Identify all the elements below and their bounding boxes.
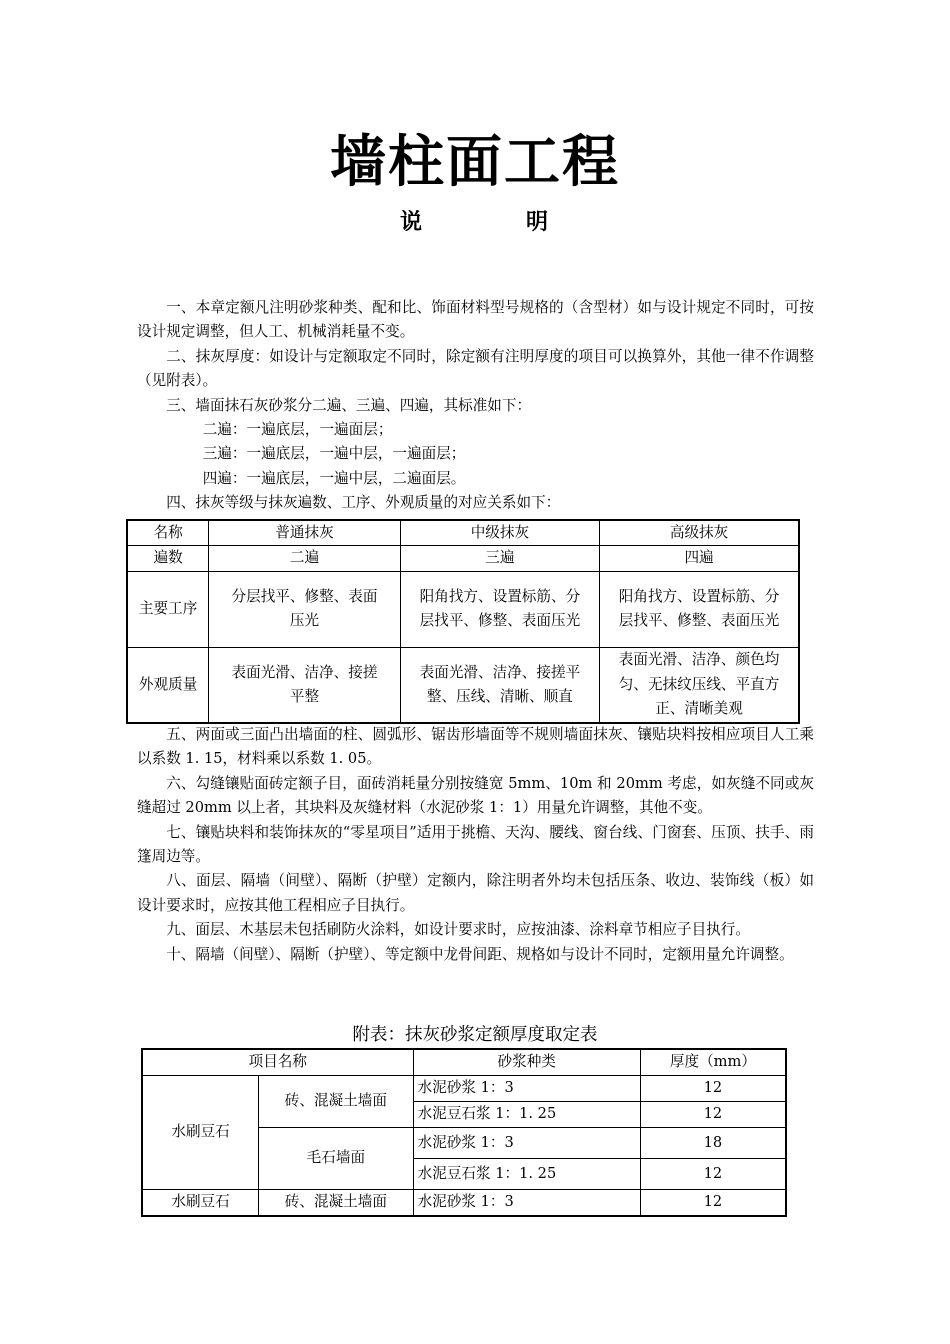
table-cell: 主要工序 <box>127 571 209 647</box>
table-cell: 水泥豆石浆 1：1. 25 <box>413 1159 640 1190</box>
appendix-table <box>141 1048 787 1217</box>
table-cell: 二遍 <box>209 546 400 571</box>
table-cell: 水泥砂浆 1：3 <box>413 1190 640 1217</box>
table-cell: 三遍 <box>400 546 599 571</box>
paragraph-3-item-1: 二遍：一遍底层，一遍面层； <box>202 421 393 439</box>
table-cell: 分层找平、修整、表面压光 <box>209 571 400 647</box>
subtitle-char-2: 明 <box>526 210 549 235</box>
paragraph-3: 三、墙面抹石灰砂浆分二遍、三遍、四遍，其标准如下： <box>166 396 532 414</box>
paragraph-1: 一、本章定额凡注明砂浆种类、配和比、饰面材料型号规格的（含型材）如与设计规定不同时，可按设计规定调整，但人工、机械消耗量不变。 <box>137 299 814 341</box>
paragraph-3-item-3: 四遍：一遍底层，一遍中层，二遍面层。 <box>202 469 466 487</box>
grade-table <box>126 519 800 724</box>
header-cell: 普通抹灰 <box>209 520 400 546</box>
table-cell: 表面光滑、洁净、接搓平整 <box>209 647 400 723</box>
paragraph-8: 八、面层、隔墙（间壁）、隔断（护壁）定额内，除注明者外均未包括压条、收边、装饰线（板）如设计要求时，应按其他工程相应子目执行。 <box>137 872 814 914</box>
table-row <box>127 647 799 723</box>
table-cell: 水泥豆石浆 1：1. 25 <box>413 1102 640 1128</box>
header-cell: 名称 <box>127 520 209 546</box>
table-cell: 遍数 <box>127 546 209 571</box>
page-title: 墙柱面工程 <box>330 130 620 195</box>
bottom-paragraphs <box>137 723 814 967</box>
paragraph-3-item-2: 三遍：一遍底层，一遍中层，一遍面层； <box>202 445 466 463</box>
paragraph-6: 六、勾缝镶贴面砖定额子目，面砖消耗量分别按缝宽 5mm、10m 和 20mm 考虑，如灰缝不同或灰缝超过 20mm 以上者，其块料及灰缝材料（水泥砂浆 1：1）用量允许调整，其他不变。 <box>137 774 814 817</box>
paragraph-4: 四、抹灰等级与抹灰遍数、工序、外观质量的对应关系如下： <box>166 494 561 512</box>
table-cell: 12 <box>640 1102 786 1128</box>
paragraph-9: 九、面层、木基层未包括刷防火涂料，如设计要求时，应按油漆、涂料章节相应子目执行。 <box>166 921 750 939</box>
table-row <box>127 546 799 571</box>
table-cell: 四遍 <box>600 546 799 571</box>
table-cell: 水刷豆石 <box>142 1190 259 1217</box>
header-cell: 高级抹灰 <box>600 520 799 546</box>
table-cell: 12 <box>640 1190 786 1217</box>
table-row <box>127 520 799 546</box>
header-cell: 厚度（mm） <box>640 1049 786 1076</box>
table-cell: 18 <box>640 1128 786 1159</box>
header-cell: 砂浆种类 <box>413 1049 640 1076</box>
paragraph-2: 二、抹灰厚度：如设计与定额取定不同时，除定额有注明厚度的项目可以换算外，其他一律不作调整（见附表）。 <box>137 347 814 390</box>
table-cell: 水泥砂浆 1：3 <box>413 1076 640 1102</box>
top-paragraphs <box>137 296 814 516</box>
header-cell: 中级抹灰 <box>400 520 599 546</box>
table-row <box>142 1049 786 1076</box>
table-cell: 砖、混凝土墙面 <box>259 1076 414 1128</box>
table-row <box>142 1076 786 1102</box>
table-cell: 12 <box>640 1159 786 1190</box>
table-cell: 水刷豆石 <box>142 1076 259 1190</box>
table-cell: 阳角找方、设置标筋、分层找平、修整、表面压光 <box>600 571 799 647</box>
table-cell: 毛石墙面 <box>259 1128 414 1190</box>
table-row <box>127 571 799 647</box>
table-cell: 砖、混凝土墙面 <box>259 1190 414 1217</box>
table-cell: 12 <box>640 1076 786 1102</box>
table-cell: 外观质量 <box>127 647 209 723</box>
appendix-caption: 附表：抹灰砂浆定额厚度取定表 <box>352 1025 598 1045</box>
header-cell: 项目名称 <box>142 1049 413 1076</box>
table-cell: 水泥砂浆 1：3 <box>413 1128 640 1159</box>
table-cell: 表面光滑、洁净、颜色均匀、无抹纹压线、平直方正、清晰美观 <box>600 647 799 723</box>
table-row <box>142 1190 786 1217</box>
paragraph-10: 十、隔墙（间壁）、隔断（护壁）、等定额中龙骨间距、规格如与设计不同时，定额用量允许调整。 <box>166 945 794 963</box>
paragraph-7: 七、镶贴块料和装饰抹灰的“零星项目”适用于挑檐、天沟、腰线、窗台线、门窗套、压顶、扶手、雨篷周边等。 <box>137 823 814 866</box>
paragraph-5: 五、两面或三面凸出墙面的柱、圆弧形、锯齿形墙面等不规则墙面抹灰、镶贴块料按相应项目人工乘以系数 1. 15，材料乘以系数 1. 05。 <box>137 726 814 768</box>
table-cell: 表面光滑、洁净、接搓平整、压线、清晰、顺直 <box>400 647 599 723</box>
table-cell: 阳角找方、设置标筋、分层找平、修整、表面压光 <box>400 571 599 647</box>
subtitle-char-1: 说 <box>400 210 423 235</box>
